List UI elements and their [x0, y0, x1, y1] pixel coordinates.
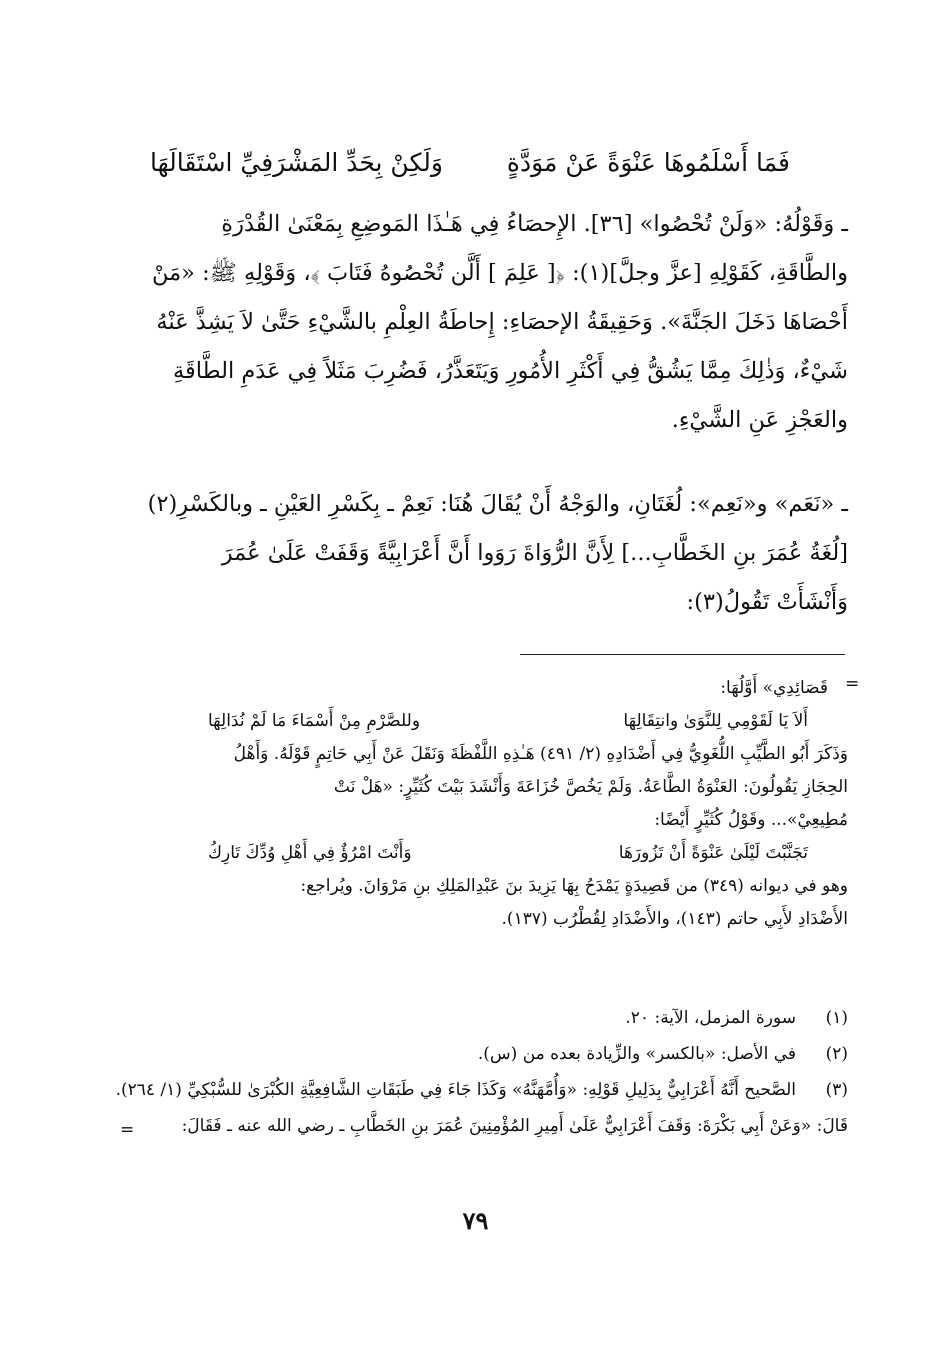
- footnote-number: (١): [825, 1008, 848, 1028]
- footnote-3-continued: [100, 1108, 848, 1144]
- text-line: ـ وَقَوْلُهُ: «وَلَنْ تُحْصُوا» [٣٦]. الإِحصَاءُ فِي هَـٰذَا المَوضِعِ بِمَعْنَىٰ القُدْرَةِ: [221, 211, 848, 237]
- note-line: مُطِيعِيْ»... وقَوْلُ كُثَيِّرٍ أَيْضًا:: [654, 810, 848, 830]
- footnote-continuation: [100, 672, 848, 936]
- footnote-2: [100, 1036, 848, 1072]
- text-line: أَحْصَاهَا دَخَلَ الجَنَّةَ». وَحَقِيقَةُ الإحصَاءِ: إِحاطَةُ العِلْمِ بالشَّيْءِ حَتَّىٰ لاَ يَشِذَّ عَنْهُ: [156, 309, 848, 335]
- footnote-separator: [520, 654, 845, 655]
- footnote-number: (٣): [825, 1080, 848, 1100]
- footnote-text: الصَّحيح أَنَّهُ أَعْرَابِيٌّ بِدَلِيلِ قَوْلِهِ: «وَأُمَّهَنَّهُ» وَكَذَا جَاءَ فِي طَبَقَاتِ الشَّافِعِيَّةِ الكُبْرَىٰ للسُّبْكِيِّ (١/ ٢٦٤).: [115, 1080, 796, 1100]
- footnote-text: في الأصل: «بالكسر» والزِّيادة بعده من (س).: [477, 1044, 796, 1064]
- footnote-text: سورة المزمل، الآية: ٢٠.: [625, 1008, 796, 1028]
- trailing-continuation-mark: =: [120, 1120, 135, 1140]
- note-line: وهو في ديوانه (٣٤٩) من قَصِيدَةٍ يَمْدَحُ بِهَا يَزِيدَ بنَ عَبْدِالمَلِكِ بنِ مَرْوَانَ. ويُراجع:: [300, 876, 848, 896]
- note-verse-2-left: وَأَنْتَ امْرُؤٌ فِي أَهْلِ وُدِّكَ تَارِكُ: [208, 843, 412, 863]
- note-line: وَذَكَرَ أَبُو الطَّيِّبِ اللُّغَوِيُّ فِي أَضْدَادِهِ (٢/ ٤٩١) هَـٰذِهِ اللَّفْظَةَ وَنَقَلَ عَنْ أَبِي حَاتِمٍ قَوْلَهُ. وَأَهْلُ: [233, 744, 848, 764]
- note-line: الحِجَازِ يَقُولُونَ: العَنْوَةُ الطَّاعَةُ. وَلَمْ يَخُصَّ خُزَاعَةَ وَأَنْشَدَ بَيْتَ كُثَيِّرٍ: «هَلْ نَتْ: [333, 777, 848, 797]
- verse-hemistich-right: فَمَا أَسْلَمُوهَا عَنْوَةً عَنْ مَوَدَّةٍ: [506, 147, 790, 177]
- footnote-number: (٢): [825, 1044, 848, 1064]
- footnote-3: [100, 1072, 848, 1108]
- note-verse-2: [208, 837, 808, 870]
- text-line: والعَجْزِ عَنِ الشَّيْءِ.: [671, 407, 848, 433]
- note-line: الأَضْدَادِ لأَبِي حاتم (١٤٣)، والأَضْدَادِ لِقُطْرُب (١٣٧).: [501, 909, 848, 929]
- poem-verse: [150, 140, 790, 184]
- verse-hemistich-left: وَلَكِنْ بِحَدِّ المَشْرَفِيِّ اسْتَقَالَهَا: [150, 147, 443, 177]
- text-line: وَأَنْشَأَتْ تَقُولُ(٣):: [686, 589, 848, 615]
- note-verse-1-left: وللصَّرْمِ مِنْ أَسْمَاءَ مَا لَمْ نُدَالِهَا: [208, 711, 421, 731]
- continuation-mark: =: [845, 674, 860, 694]
- note-verse-1-right: أَلاَ يَا لَقَوْمِي لِلنَّوَىٰ وانتِقَالِهَا: [623, 711, 808, 731]
- footnote-text: قَالَ: «وَعَنْ أَبِي بَكْرَةَ: وَقَفَ أَعْرَابِيٌّ عَلَىٰ أَمِيرِ المُؤْمِنِينَ عُمَرَ بنِ الخَطَّابِ ـ رضي الله عنه ـ فَقَالَ:: [181, 1116, 848, 1136]
- main-paragraph-1: [100, 200, 848, 445]
- footnote-1: [100, 1000, 848, 1036]
- note-intro: قَصَائِدِي» أَوَّلُهَا:: [720, 678, 828, 698]
- main-paragraph-2: [100, 480, 848, 627]
- footnotes: [100, 1000, 848, 1144]
- text-line: [لُغَةُ عُمَرَ بنِ الخَطَّابِ...] لِأَنَّ الرُّوَاةَ رَوَوا أَنَّ أَعْرَابِيَّةً وَقَفَتْ عَلَىٰ عُمَرَ: [221, 540, 848, 566]
- text-line: ـ «نَعَم» و«نَعِم»: لُغَتَانِ، والوَجْهُ أَنْ يُقَالَ هُنَا: نَعِمْ ـ بِكَسْرِ العَيْنِ ـ وبالكَسْرِ(٢): [147, 491, 848, 517]
- page-number: ٧٩: [462, 1206, 489, 1235]
- text-line: والطَّاقَةِ، كَقَوْلِهِ [عزَّ وجلَّ](١): ﴿[ عَلِمَ ] أَلَّن تُحْصُوهُ فَتَابَ ﴾، وَقَوْلِهِ ﷺ: «مَنْ: [152, 260, 848, 286]
- text-line: شَيْءٌ، وَذٰلِكَ مِمَّا يَشُقُّ فِي أَكْثَرِ الأُمُورِ وَيَتَعَذَّرُ، فَضُرِبَ مَثَلاً فِي عَدَمِ الطَّاقَةِ: [172, 358, 848, 384]
- note-verse-2-right: تَجَنَّبْتَ لَيْلَىٰ عَنْوَةً أَنْ تَزُورَهَا: [618, 843, 808, 863]
- note-verse-1: [208, 705, 808, 738]
